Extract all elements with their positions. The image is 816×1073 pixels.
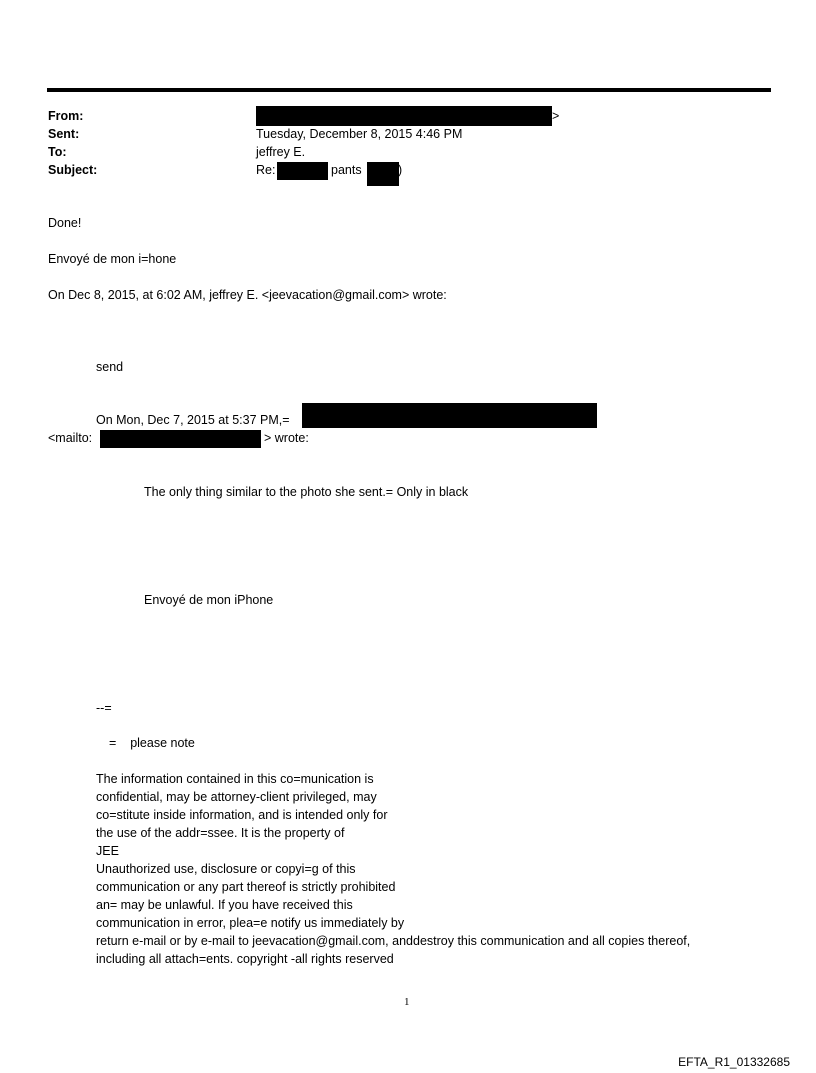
from-label: From: [48, 109, 84, 123]
quote-intro-2: On Mon, Dec 7, 2015 at 5:37 PM,= [96, 413, 290, 427]
document-id: EFTA_R1_01332685 [678, 1055, 790, 1069]
mailto-redaction [100, 430, 261, 448]
subject-redaction-2 [367, 162, 399, 186]
quote-intro-1: On Dec 8, 2015, at 6:02 AM, jeffrey E. <jeevacation@gmail.com> wrote: [48, 288, 447, 302]
body-send: send [96, 360, 124, 374]
subject-redaction-1 [277, 162, 328, 180]
disclaimer-line: co=stitute inside information, and is intended only for [96, 808, 388, 822]
disclaimer-line: JEE [96, 844, 119, 858]
subject-prefix: Re: [256, 163, 276, 177]
sent-value: Tuesday, December 8, 2015 4:46 PM [256, 127, 463, 141]
disclaimer-line: communication or any part thereof is strictly prohibited [96, 880, 396, 894]
disclaimer-line: the use of the addr=ssee. It is the property of [96, 826, 345, 840]
body-done: Done! [48, 216, 82, 230]
from-redaction [256, 106, 552, 126]
to-value: jeffrey E. [256, 145, 306, 159]
page-number: 1 [404, 996, 410, 1008]
disclaimer-line: return e-mail or by e-mail to jeevacation@gmail.com, anddestroy this communication and all copies thereof, [96, 934, 691, 948]
signature-2: Envoyé de mon iPhone [144, 593, 274, 607]
please-note: = please note [109, 736, 195, 750]
disclaimer-line: confidential, may be attorney-client privileged, may [96, 790, 377, 804]
to-label: To: [48, 145, 67, 159]
disclaimer-line: Unauthorized use, disclosure or copyi=g of this [96, 862, 356, 876]
sent-label: Sent: [48, 127, 80, 141]
subject-label: Subject: [48, 163, 98, 177]
header-rule [47, 88, 771, 92]
disclaimer-line: including all attach=ents. copyright -all rights reserved [96, 952, 394, 966]
subject-middle: pants [331, 163, 362, 177]
mailto-suffix: > wrote: [264, 431, 309, 445]
photo-line: The only thing similar to the photo she sent.= Only in black [144, 485, 469, 499]
from-tail: > [552, 109, 560, 123]
mailto-prefix: <mailto: [48, 431, 93, 445]
signature-1: Envoyé de mon i=hone [48, 252, 177, 266]
sender-redaction [302, 403, 597, 428]
disclaimer-line: an= may be unlawful. If you have received this [96, 898, 353, 912]
dash-separator: --= [96, 701, 112, 715]
subject-tail: ) [398, 163, 403, 177]
disclaimer-line: communication in error, plea=e notify us immediately by [96, 916, 405, 930]
disclaimer-block [96, 770, 776, 968]
disclaimer-line: The information contained in this co=munication is [96, 772, 374, 786]
